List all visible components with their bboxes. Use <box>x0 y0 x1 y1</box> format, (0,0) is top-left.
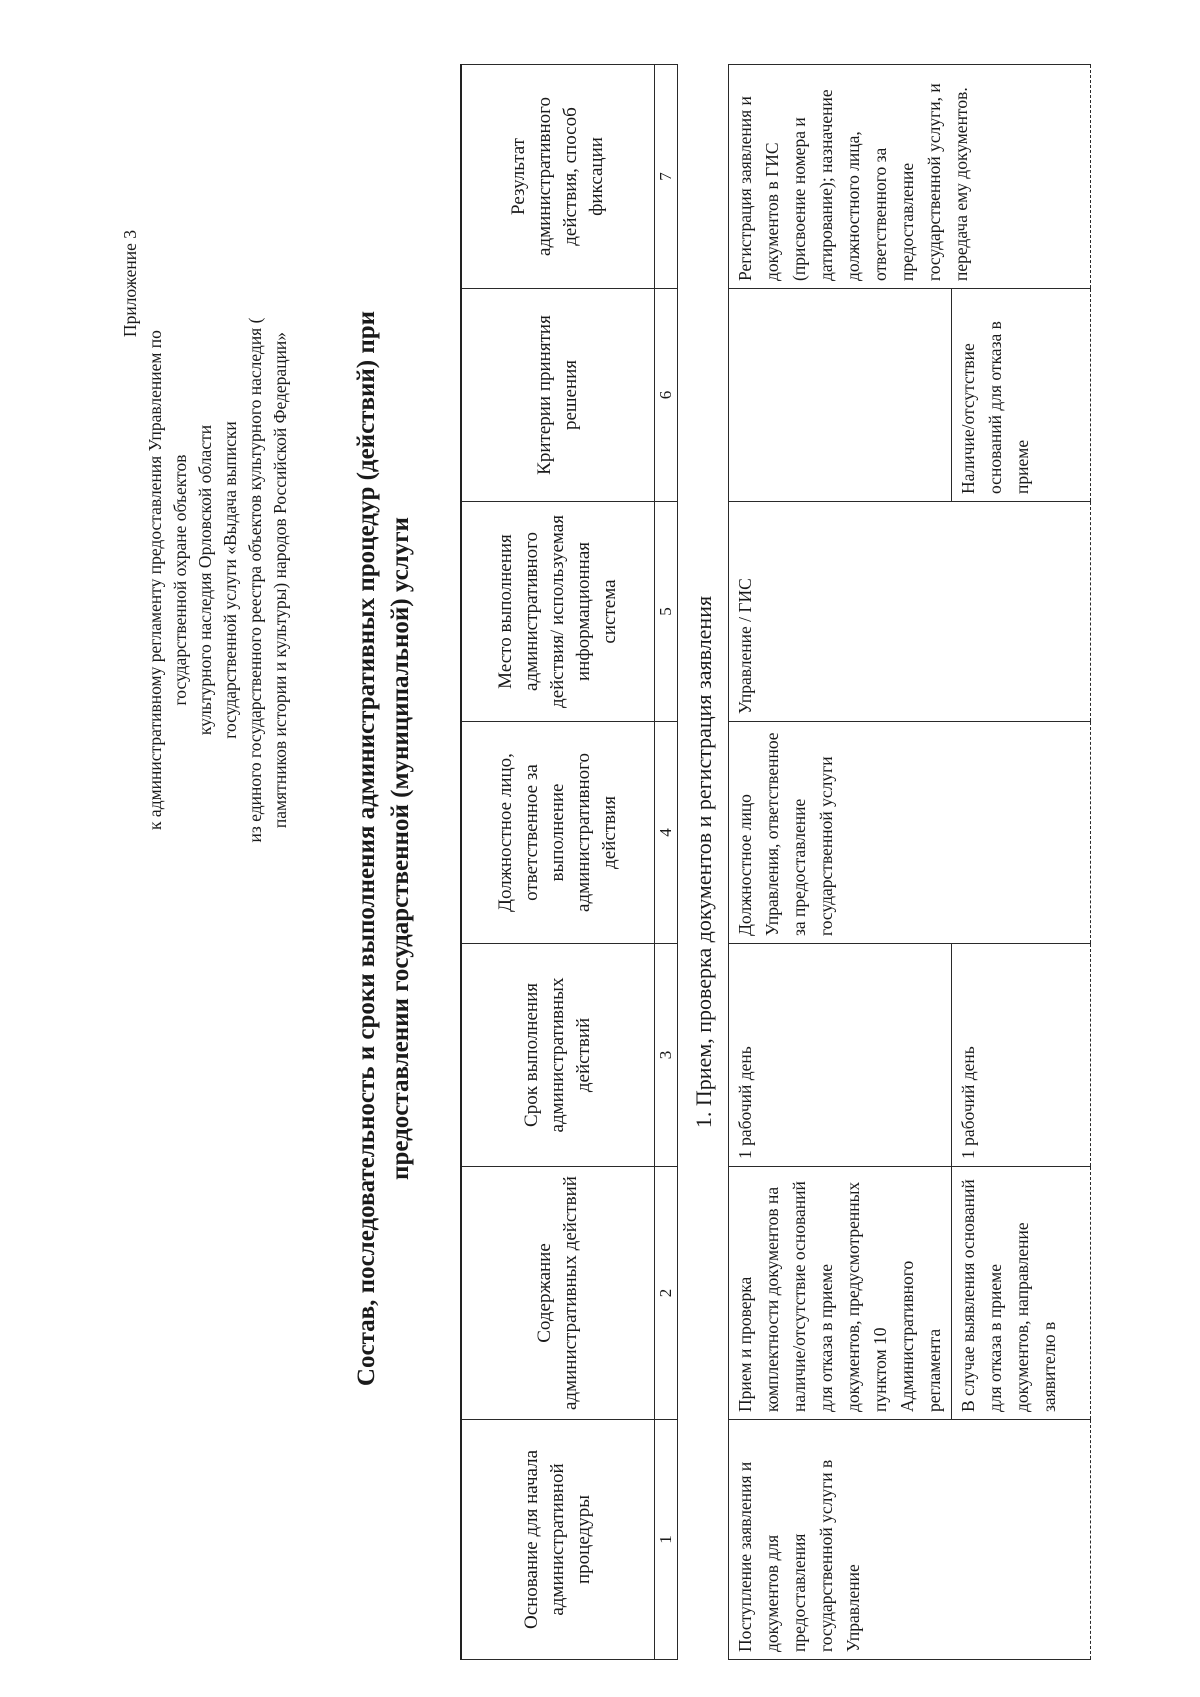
annex-line: памятников истории и культуры) народов Российской Федерации» <box>270 331 290 829</box>
cell-result: Регистрация заявления и документов в ГИС (присвоение номера и датирование); назначение должностного лица, ответственного за предоставление государственной услуги, и передача ему документов. <box>729 65 1091 289</box>
column-number: 5 <box>655 502 678 722</box>
section-row <box>678 65 729 1660</box>
annex-line: Приложение 3 <box>120 230 140 338</box>
column-number: 2 <box>655 1167 678 1420</box>
annex-line: из единого государственного реестра объектов культурного наследия ( <box>245 317 265 843</box>
document-title <box>350 0 418 1697</box>
annex-line: государственной услуги «Выдача выписки <box>220 421 240 739</box>
column-number: 7 <box>655 65 678 289</box>
column-number: 6 <box>655 289 678 502</box>
column-header: Должностное лицо, ответственное за выполнение административного действия <box>461 722 655 944</box>
annex-note <box>118 80 293 1080</box>
cell-place: Управление / ГИС <box>729 502 1091 722</box>
cell-content: В случае выявления оснований для отказа в приеме документов, направление заявителю в <box>952 1167 1091 1420</box>
column-header: Результат административного действия, способ фиксации <box>461 65 655 289</box>
cell-criteria: Наличие/отсутствие оснований для отказа в приеме <box>952 289 1091 502</box>
cell-criteria <box>729 289 952 502</box>
annex-line: культурного наследия Орловской области <box>195 424 215 736</box>
procedures-table <box>460 65 1091 1660</box>
column-header: Содержание административных действий <box>461 1167 655 1420</box>
column-header: Срок выполнения административных действий <box>461 944 655 1167</box>
column-header: Критерии принятия решения <box>461 289 655 502</box>
cell-term: 1 рабочий день <box>952 944 1091 1167</box>
column-number: 3 <box>655 944 678 1167</box>
column-number: 4 <box>655 722 678 944</box>
annex-line: государственной охране объектов <box>170 454 190 706</box>
column-number-row <box>655 65 678 1660</box>
cell-term: 1 рабочий день <box>729 944 952 1167</box>
table-row <box>729 65 952 1660</box>
annex-line: к административному регламенту предоставления Управлением по <box>145 330 165 830</box>
title-line: предоставлении государственной (муниципальной) услуги <box>387 517 414 1180</box>
table-header-row <box>461 65 655 1660</box>
section-title: 1. Прием, проверка документов и регистрация заявления <box>678 65 729 1660</box>
column-header: Основание для начала административной процедуры <box>461 1420 655 1660</box>
cell-official: Должностное лицо Управления, ответственное за предоставление государственной услуги <box>729 722 1091 944</box>
title-line: Состав, последовательность и сроки выполнения административных процедур (действий) при <box>353 310 380 1387</box>
cell-content: Прием и проверка комплектности документов на наличие/отсутствие оснований для отказа в приеме документов, предусмотренных пунктом 10 Административного регламента <box>729 1167 952 1420</box>
column-header: Место выполнения административного действия/ используемая информационная система <box>461 502 655 722</box>
cell-basis: Поступление заявления и документов для предоставления государственной услуги в Управление <box>729 1420 1091 1660</box>
column-number: 1 <box>655 1420 678 1660</box>
